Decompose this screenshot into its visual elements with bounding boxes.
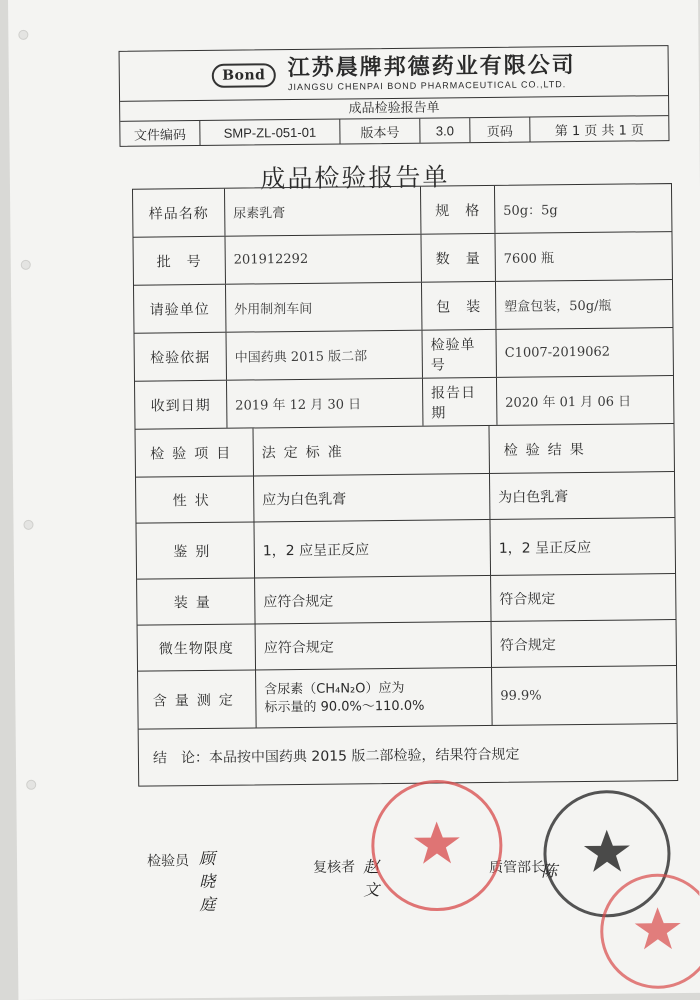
test-no-value: C1007-2019062	[504, 344, 611, 361]
inspector-signature: 顾晓庭	[198, 848, 216, 915]
quality-dept-red-stamp	[366, 775, 507, 916]
report-table	[132, 183, 678, 787]
inspector-label: 检验员	[146, 853, 190, 870]
table-row	[136, 518, 675, 580]
report-date-value: 2020 年 01 月 06 日	[505, 394, 632, 411]
conclusion: 结 论：本品按中国药典 2015 版二部检验，结果符合规定	[152, 746, 520, 767]
form-title: 成品检验报告单	[120, 96, 668, 122]
test-item: 微生物限度	[138, 624, 256, 670]
company-logo: Bond	[212, 63, 276, 88]
binder-holes	[14, 0, 44, 1000]
test-result: 符合规定	[499, 590, 556, 608]
version-label: 版本号	[340, 119, 420, 144]
document-meta-row	[120, 116, 668, 146]
report-date-label: 报告日期	[423, 378, 497, 426]
table-row	[138, 620, 676, 672]
test-no-label: 检验单号	[422, 330, 496, 378]
test-standard: 应为白色乳膏	[254, 474, 490, 521]
table-row	[136, 472, 674, 524]
test-item: 鉴别	[136, 522, 255, 578]
requester-value: 外用制剂车间	[226, 283, 422, 332]
batch-value: 201912292	[225, 235, 421, 284]
test-standard: 应符合规定	[256, 622, 492, 669]
col-item-header: 检验项目	[136, 428, 254, 476]
spec-value: 50g：5g	[503, 203, 558, 219]
batch-label: 批 号	[133, 237, 225, 285]
test-result: 99.9%	[500, 688, 542, 704]
test-result: 1，2 呈正反应	[498, 539, 592, 557]
test-result: 为白色乳膏	[498, 488, 569, 506]
test-result: 符合规定	[499, 636, 556, 654]
test-item: 装量	[137, 578, 255, 624]
partial-red-stamp	[599, 869, 700, 994]
table-row	[138, 666, 677, 730]
test-standard: 应符合规定	[255, 576, 491, 623]
spec-label: 规 格	[421, 186, 495, 234]
doc-no-value: SMP-ZL-051-01	[200, 120, 340, 145]
reviewer-label: 复核者	[313, 859, 356, 876]
col-result-header: 检验结果	[503, 441, 592, 459]
packaging-value: 塑盒包装，50g/瓶	[504, 298, 612, 315]
table-row	[135, 376, 673, 430]
company-banner	[120, 46, 668, 102]
packaging-label: 包 装	[422, 282, 496, 330]
doc-no-label: 文件编码	[120, 121, 200, 146]
basis-value: 中国药典 2015 版二部	[226, 331, 422, 380]
table-row	[133, 184, 671, 238]
company-name-cn: 江苏晨牌邦德药业有限公司	[287, 52, 576, 81]
quantity-label: 数 量	[421, 234, 495, 282]
quantity-value: 7600 瓶	[503, 251, 555, 267]
document-page	[8, 0, 700, 1000]
received-label: 收到日期	[135, 381, 227, 429]
test-standard	[256, 668, 493, 727]
version-value: 3.0	[420, 118, 470, 143]
col-standard-header: 法定标准	[254, 426, 490, 475]
sample-name-label: 样品名称	[133, 189, 225, 237]
test-standard-line: 标示量的 90.0%～110.0%	[264, 698, 425, 715]
sample-name-value: 尿素乳膏	[225, 187, 421, 236]
test-item: 性状	[136, 476, 254, 522]
page-title: 成品检验报告单	[260, 162, 450, 194]
received-value: 2019 年 12 月 30 日	[227, 379, 423, 428]
test-standard: 1，2 应呈正反应	[254, 520, 491, 577]
reviewer-signature: 赵文	[362, 857, 380, 900]
tests-header-row	[136, 424, 674, 478]
requester-label: 请验单位	[134, 285, 226, 333]
manager-signature: 陈	[541, 861, 558, 881]
basis-label: 检验依据	[135, 333, 227, 381]
company-name-en: JIANGSU CHENPAI BOND PHARMACEUTICAL CO.,LTD.	[287, 78, 567, 92]
manager-label: 质管部长	[489, 859, 546, 877]
document-header	[119, 45, 670, 147]
table-row	[137, 574, 675, 626]
test-item: 含量测定	[138, 670, 257, 728]
table-row	[135, 328, 673, 382]
table-row	[133, 232, 671, 286]
table-row	[134, 280, 672, 334]
page-label: 页码	[470, 118, 530, 143]
test-standard-line: 含尿素（CH₄N₂O）应为	[264, 680, 405, 697]
page-info: 第 1 页 共 1 页	[554, 122, 645, 139]
